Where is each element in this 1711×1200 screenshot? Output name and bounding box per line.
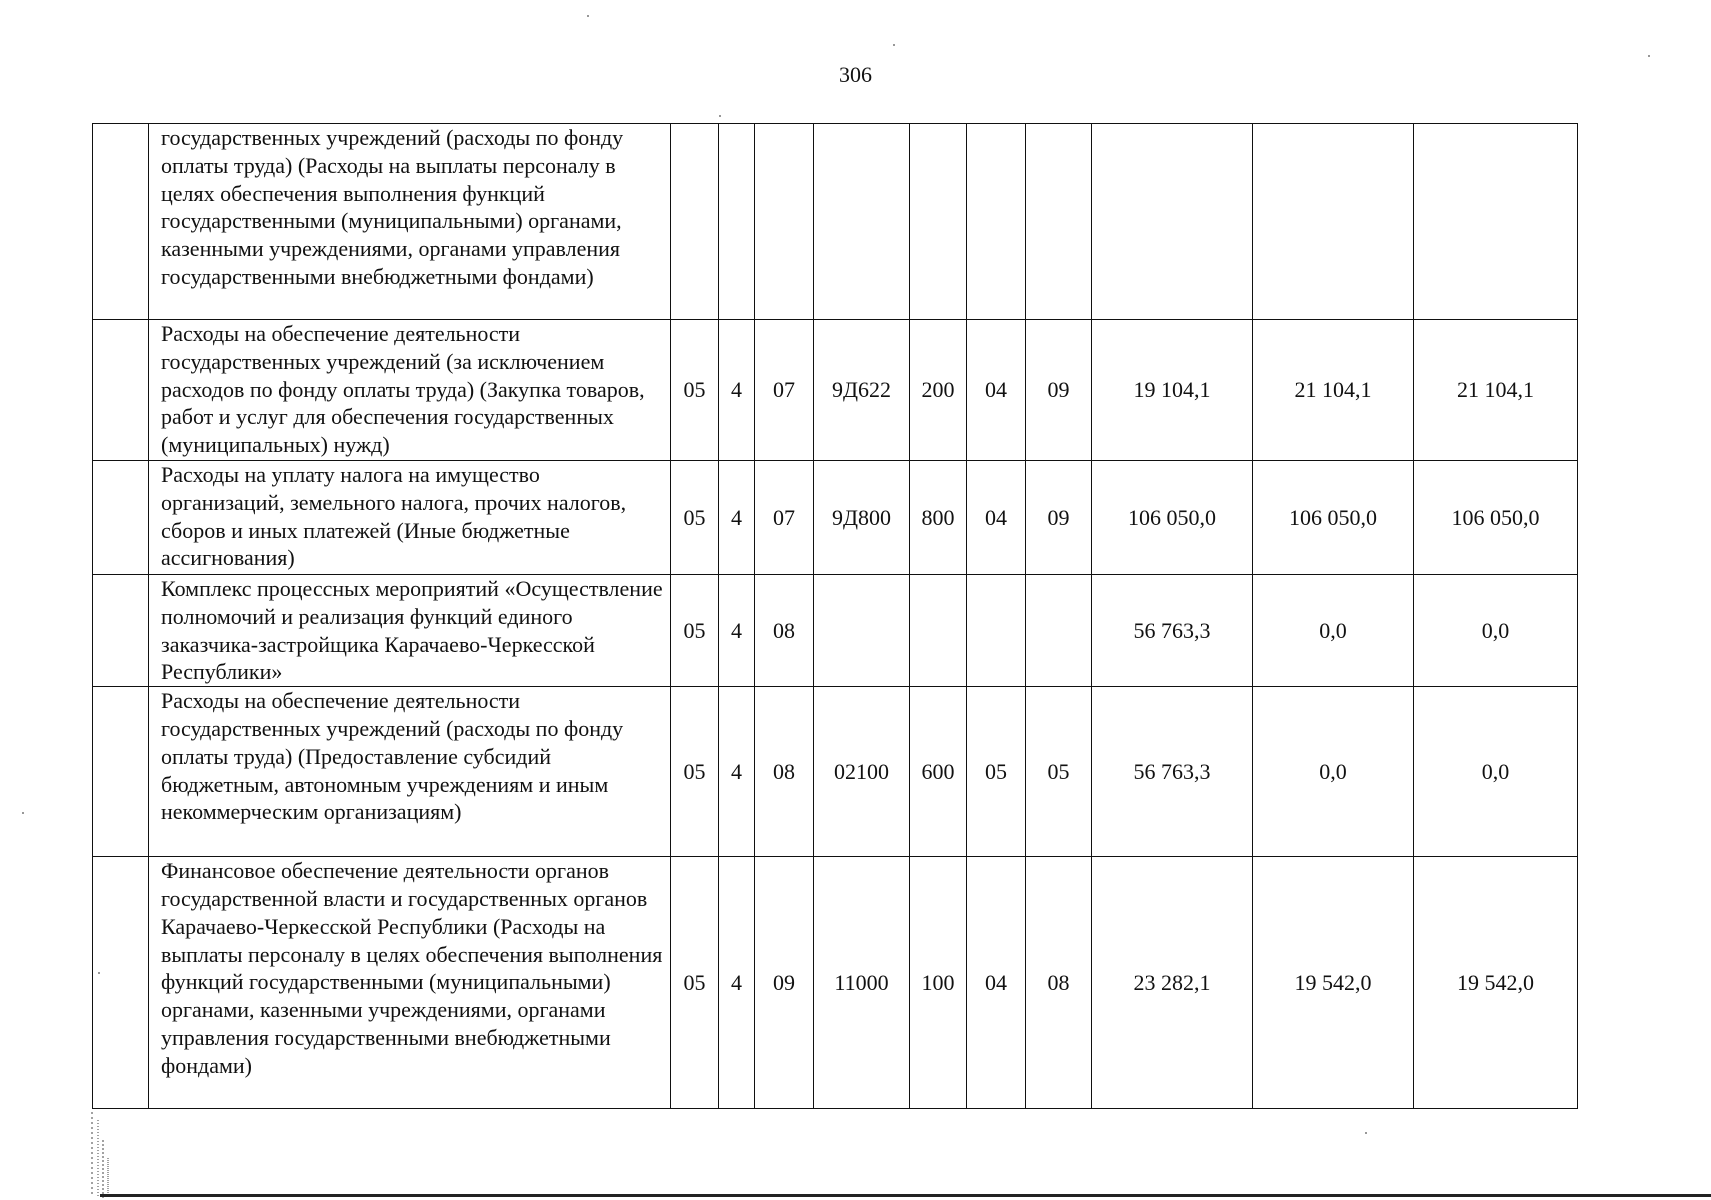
code-cell xyxy=(1026,575,1092,687)
code-cell: 07 xyxy=(755,320,814,461)
code-cell: 08 xyxy=(755,575,814,687)
code-cell: 05 xyxy=(671,461,719,575)
amount-cell xyxy=(1092,124,1253,320)
code-cell: 600 xyxy=(910,687,967,857)
code-cell: 05 xyxy=(671,687,719,857)
row-number-cell xyxy=(93,687,149,857)
code-cell: 4 xyxy=(719,857,755,1109)
code-cell xyxy=(967,575,1026,687)
code-cell: 05 xyxy=(1026,687,1092,857)
code-cell: 07 xyxy=(755,461,814,575)
scan-speck xyxy=(893,44,895,46)
code-cell: 4 xyxy=(719,320,755,461)
code-cell: 04 xyxy=(967,461,1026,575)
code-cell: 9Д622 xyxy=(814,320,910,461)
code-cell: 4 xyxy=(719,575,755,687)
code-cell xyxy=(910,124,967,320)
amount-cell xyxy=(1414,124,1578,320)
code-cell xyxy=(967,124,1026,320)
amount-cell: 23 282,1 xyxy=(1092,857,1253,1109)
description-cell: Финансовое обеспечение деятельности органов государственной власти и государственных органов Карачаево-Черкесской Республики (Расходы на выплаты персоналу в целях обеспечения выполнения функций государственными (муниципальными) органами, казенными учреждениями, органами управления государственными внебюджетными фондами) xyxy=(149,857,671,1109)
code-cell xyxy=(910,575,967,687)
code-cell: 08 xyxy=(1026,857,1092,1109)
amount-cell: 21 104,1 xyxy=(1414,320,1578,461)
code-cell: 05 xyxy=(967,687,1026,857)
code-cell: 08 xyxy=(755,687,814,857)
amount-cell: 106 050,0 xyxy=(1414,461,1578,575)
budget-table xyxy=(92,123,1578,1109)
row-number-cell xyxy=(93,575,149,687)
row-number-cell xyxy=(93,320,149,461)
code-cell: 04 xyxy=(967,857,1026,1109)
table-row xyxy=(93,124,1578,320)
row-number-cell xyxy=(93,461,149,575)
scan-speck xyxy=(98,972,100,974)
amount-cell: 19 542,0 xyxy=(1253,857,1414,1109)
scan-speck xyxy=(22,812,24,814)
scan-bottom-edge xyxy=(100,1194,1711,1197)
code-cell xyxy=(814,575,910,687)
code-cell: 4 xyxy=(719,687,755,857)
code-cell: 05 xyxy=(671,857,719,1109)
code-cell: 100 xyxy=(910,857,967,1109)
code-cell: 09 xyxy=(1026,320,1092,461)
amount-cell: 106 050,0 xyxy=(1092,461,1253,575)
amount-cell xyxy=(1253,124,1414,320)
table-row xyxy=(93,461,1578,575)
table-row xyxy=(93,857,1578,1109)
code-cell: 09 xyxy=(1026,461,1092,575)
description-cell: Расходы на обеспечение деятельности государственных учреждений (расходы по фонду оплаты труда) (Предоставление субсидий бюджетным, автономным учреждениям и иным некоммерческим организациям) xyxy=(149,687,671,857)
code-cell xyxy=(1026,124,1092,320)
code-cell: 11000 xyxy=(814,857,910,1109)
code-cell: 9Д800 xyxy=(814,461,910,575)
table-row xyxy=(93,575,1578,687)
code-cell xyxy=(814,124,910,320)
amount-cell: 0,0 xyxy=(1253,575,1414,687)
amount-cell: 56 763,3 xyxy=(1092,687,1253,857)
code-cell: 04 xyxy=(967,320,1026,461)
code-cell: 4 xyxy=(719,461,755,575)
scan-speck xyxy=(1365,1132,1367,1134)
amount-cell: 106 050,0 xyxy=(1253,461,1414,575)
amount-cell: 19 542,0 xyxy=(1414,857,1578,1109)
code-cell: 05 xyxy=(671,320,719,461)
scan-speck xyxy=(1648,55,1650,57)
amount-cell: 19 104,1 xyxy=(1092,320,1253,461)
table-row xyxy=(93,687,1578,857)
description-cell: государственных учреждений (расходы по фонду оплаты труда) (Расходы на выплаты персоналу в целях обеспечения выполнения функций государственными (муниципальными) органами, казенными учреждениями, органами управления государственными внебюджетными фондами) xyxy=(149,124,671,320)
scan-speck xyxy=(719,115,721,117)
amount-cell: 21 104,1 xyxy=(1253,320,1414,461)
code-cell: 09 xyxy=(755,857,814,1109)
table-row xyxy=(93,320,1578,461)
description-cell: Комплекс процессных мероприятий «Осуществление полномочий и реализация функций единого заказчика-застройщика Карачаево-Черкесской Республики» xyxy=(149,575,671,687)
code-cell: 05 xyxy=(671,575,719,687)
code-cell xyxy=(719,124,755,320)
code-cell: 02100 xyxy=(814,687,910,857)
amount-cell: 0,0 xyxy=(1253,687,1414,857)
amount-cell: 0,0 xyxy=(1414,687,1578,857)
code-cell: 800 xyxy=(910,461,967,575)
page-number: 306 xyxy=(839,62,872,87)
amount-cell: 0,0 xyxy=(1414,575,1578,687)
code-cell xyxy=(671,124,719,320)
row-number-cell xyxy=(93,857,149,1109)
row-number-cell xyxy=(93,124,149,320)
code-cell xyxy=(755,124,814,320)
description-cell: Расходы на уплату налога на имущество организаций, земельного налога, прочих налогов, сборов и иных платежей (Иные бюджетные ассигнования) xyxy=(149,461,671,575)
scan-speck xyxy=(587,15,589,17)
code-cell: 200 xyxy=(910,320,967,461)
description-cell: Расходы на обеспечение деятельности государственных учреждений (за исключением расходов по фонду оплаты труда) (Закупка товаров, работ и услуг для обеспечения государственных (муниципальных) нужд) xyxy=(149,320,671,461)
amount-cell: 56 763,3 xyxy=(1092,575,1253,687)
scan-binding-mark xyxy=(86,1110,114,1198)
